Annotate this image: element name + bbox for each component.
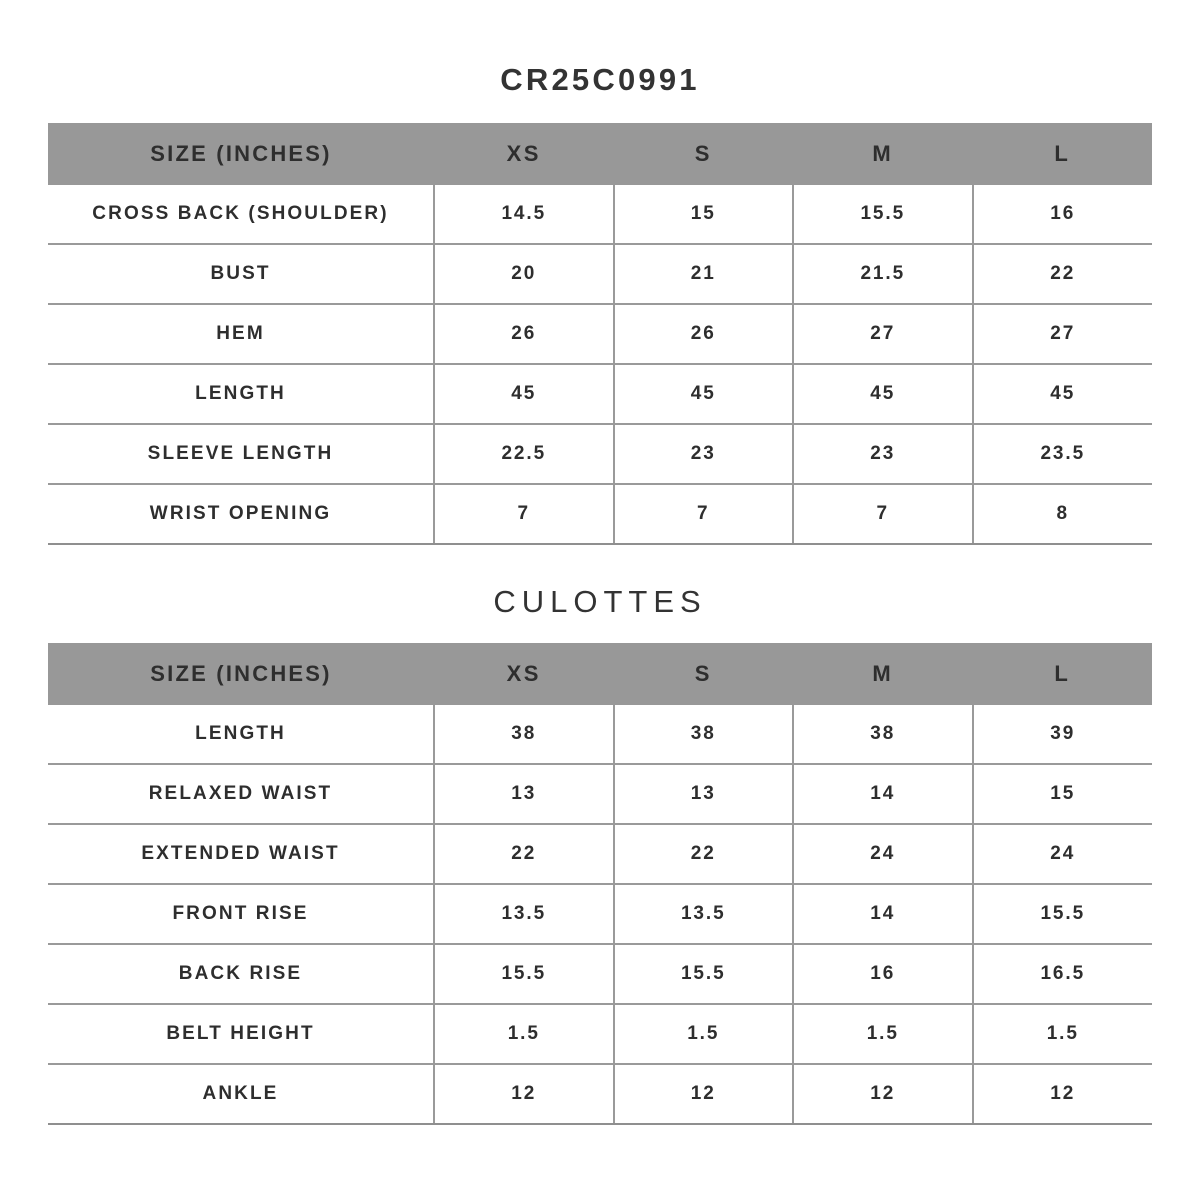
row-label: HEM (48, 304, 434, 364)
size-table-top (48, 123, 1152, 545)
cell-l: 8 (973, 484, 1153, 544)
cell-m: 7 (793, 484, 973, 544)
cell-xs: 12 (434, 1064, 614, 1124)
table-body (48, 185, 1152, 544)
cell-m: 38 (793, 705, 973, 764)
table-row (48, 1064, 1152, 1124)
cell-l: 12 (973, 1064, 1153, 1124)
cell-xs: 13.5 (434, 884, 614, 944)
cell-l: 23.5 (973, 424, 1153, 484)
cell-l: 1.5 (973, 1004, 1153, 1064)
table-row (48, 484, 1152, 544)
cell-l: 16.5 (973, 944, 1153, 1004)
cell-xs: 38 (434, 705, 614, 764)
table-row (48, 185, 1152, 244)
cell-l: 27 (973, 304, 1153, 364)
cell-xs: 22.5 (434, 424, 614, 484)
table-header-row (48, 643, 1152, 705)
row-label: FRONT RISE (48, 884, 434, 944)
cell-m: 15.5 (793, 185, 973, 244)
table-row (48, 944, 1152, 1004)
row-label: BUST (48, 244, 434, 304)
column-header-l: L (973, 123, 1153, 185)
table-row (48, 364, 1152, 424)
cell-xs: 20 (434, 244, 614, 304)
cell-xs: 45 (434, 364, 614, 424)
row-label: RELAXED WAIST (48, 764, 434, 824)
cell-s: 38 (614, 705, 794, 764)
table-row (48, 244, 1152, 304)
cell-xs: 7 (434, 484, 614, 544)
cell-l: 15 (973, 764, 1153, 824)
cell-s: 23 (614, 424, 794, 484)
cell-l: 24 (973, 824, 1153, 884)
column-header-m: M (793, 643, 973, 705)
page-title: CR25C0991 (500, 62, 700, 97)
cell-m: 23 (793, 424, 973, 484)
cell-s: 1.5 (614, 1004, 794, 1064)
cell-m: 14 (793, 884, 973, 944)
cell-m: 16 (793, 944, 973, 1004)
cell-m: 27 (793, 304, 973, 364)
cell-l: 45 (973, 364, 1153, 424)
table-row (48, 424, 1152, 484)
row-label: BACK RISE (48, 944, 434, 1004)
table-header-row (48, 123, 1152, 185)
row-label: BELT HEIGHT (48, 1004, 434, 1064)
column-header-s: S (614, 643, 794, 705)
cell-l: 39 (973, 705, 1153, 764)
column-header-m: M (793, 123, 973, 185)
table-body (48, 705, 1152, 1124)
cell-s: 26 (614, 304, 794, 364)
row-label: ANKLE (48, 1064, 434, 1124)
cell-s: 21 (614, 244, 794, 304)
cell-s: 12 (614, 1064, 794, 1124)
cell-s: 13.5 (614, 884, 794, 944)
cell-l: 15.5 (973, 884, 1153, 944)
row-label: EXTENDED WAIST (48, 824, 434, 884)
size-table-bottom (48, 643, 1152, 1125)
cell-m: 21.5 (793, 244, 973, 304)
cell-xs: 15.5 (434, 944, 614, 1004)
cell-xs: 22 (434, 824, 614, 884)
section-title-culottes: CULOTTES (493, 584, 707, 619)
column-header-measurement: SIZE (INCHES) (48, 643, 434, 705)
cell-m: 1.5 (793, 1004, 973, 1064)
cell-m: 45 (793, 364, 973, 424)
table-row (48, 304, 1152, 364)
cell-l: 22 (973, 244, 1153, 304)
column-header-l: L (973, 643, 1153, 705)
table-row (48, 764, 1152, 824)
cell-xs: 1.5 (434, 1004, 614, 1064)
row-label: SLEEVE LENGTH (48, 424, 434, 484)
cell-s: 45 (614, 364, 794, 424)
table-header (48, 643, 1152, 705)
cell-xs: 26 (434, 304, 614, 364)
row-label: WRIST OPENING (48, 484, 434, 544)
cell-m: 14 (793, 764, 973, 824)
column-header-measurement: SIZE (INCHES) (48, 123, 434, 185)
cell-s: 7 (614, 484, 794, 544)
table-row (48, 824, 1152, 884)
table-row (48, 1004, 1152, 1064)
cell-s: 13 (614, 764, 794, 824)
cell-xs: 14.5 (434, 185, 614, 244)
cell-s: 15 (614, 185, 794, 244)
column-header-xs: XS (434, 123, 614, 185)
cell-m: 24 (793, 824, 973, 884)
cell-s: 22 (614, 824, 794, 884)
cell-l: 16 (973, 185, 1153, 244)
table-row (48, 705, 1152, 764)
column-header-xs: XS (434, 643, 614, 705)
cell-xs: 13 (434, 764, 614, 824)
row-label: LENGTH (48, 705, 434, 764)
row-label: CROSS BACK (SHOULDER) (48, 185, 434, 244)
column-header-s: S (614, 123, 794, 185)
row-label: LENGTH (48, 364, 434, 424)
cell-s: 15.5 (614, 944, 794, 1004)
table-header (48, 123, 1152, 185)
table-row (48, 884, 1152, 944)
cell-m: 12 (793, 1064, 973, 1124)
